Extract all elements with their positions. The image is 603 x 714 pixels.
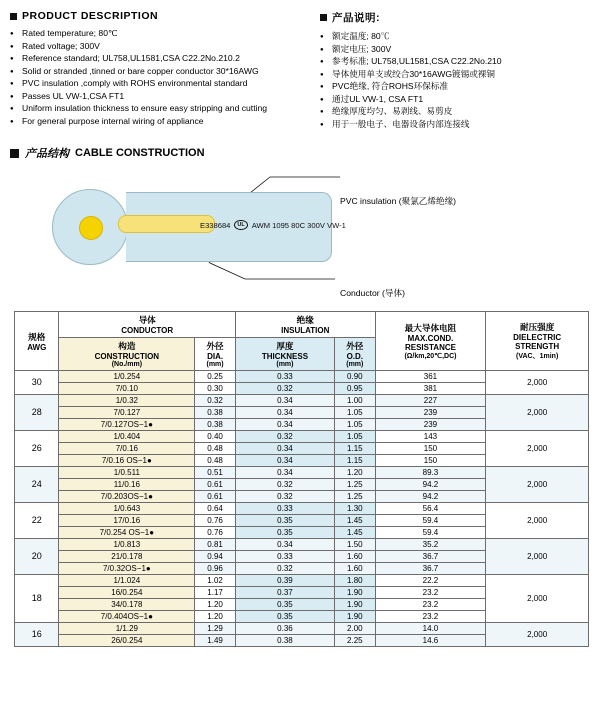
th-res-cn: 最大导体电阻: [404, 323, 457, 333]
cell-dia: 0.40: [195, 431, 236, 443]
cell-resistance: 89.3: [375, 467, 486, 479]
cell-od: 1.45: [334, 527, 375, 539]
th-dia-en: DIA.: [207, 352, 224, 361]
cell-awg: 20: [15, 539, 59, 575]
cell-thickness: 0.34: [235, 419, 334, 431]
print-mark-code: E338684: [200, 220, 231, 230]
cell-construction: 1/0.254: [59, 371, 195, 383]
cell-construction: 17/0.16: [59, 515, 195, 527]
cell-construction: 7/0.32OS−1●: [59, 563, 195, 575]
list-item: ● 额定温度; 80℃: [320, 31, 570, 43]
cell-construction: 1/0.404: [59, 431, 195, 443]
cell-od: 1.25: [334, 491, 375, 503]
cell-thickness: 0.32: [235, 563, 334, 575]
cell-dia: 0.25: [195, 371, 236, 383]
table-row: [15, 467, 589, 479]
cell-resistance: 150: [375, 443, 486, 455]
cell-awg: 28: [15, 395, 59, 431]
list-item: ● 绝缘厚度均匀、易剥线、易剪皮: [320, 106, 570, 118]
cell-dia: 0.61: [195, 491, 236, 503]
description-title-en: PRODUCT DESCRIPTION: [22, 10, 159, 22]
cell-resistance: 239: [375, 407, 486, 419]
cell-od: 1.80: [334, 575, 375, 587]
th-construction-cn: 构造: [118, 341, 136, 351]
cell-thickness: 0.34: [235, 455, 334, 467]
th-od-en: O.D.: [346, 352, 364, 361]
th-od-cn: 外径: [346, 341, 364, 351]
table-row: [15, 503, 589, 515]
cell-resistance: 361: [375, 371, 486, 383]
th-spec: [15, 312, 59, 371]
cell-thickness: 0.32: [235, 383, 334, 395]
cell-construction: 1/1.29: [59, 623, 195, 635]
list-item: ● Passes UL VW-1,CSA FT1: [10, 91, 310, 103]
th-thickness: [235, 338, 334, 371]
th-diel-unit: (VAC、1min): [516, 353, 559, 360]
cell-resistance: 14.6: [375, 635, 486, 647]
cell-awg: 22: [15, 503, 59, 539]
th-dia-unit: (mm): [206, 361, 224, 368]
cell-thickness: 0.34: [235, 395, 334, 407]
th-conductor-group: [59, 312, 235, 338]
th-resistance: [375, 312, 486, 371]
description-title-cn: 产品说明:: [332, 12, 380, 24]
th-insulation-cn: 绝缘: [296, 315, 314, 325]
th-thickness-en: THICKNESS: [261, 352, 309, 361]
cell-thickness: 0.32: [235, 479, 334, 491]
cell-resistance: 239: [375, 419, 486, 431]
bullet-square-icon: [320, 14, 327, 21]
cell-thickness: 0.35: [235, 527, 334, 539]
table-row: [15, 431, 589, 443]
cell-od: 1.25: [334, 479, 375, 491]
th-spec-cn: 规格: [28, 331, 46, 342]
cell-thickness: 0.35: [235, 611, 334, 623]
cell-dia: 1.20: [195, 611, 236, 623]
cell-construction: 1/0.32: [59, 395, 195, 407]
cable-cross-section: [52, 189, 128, 265]
conductor-label: Conductor (导体): [340, 288, 405, 298]
cell-dielectric: 2,000: [486, 395, 589, 431]
cell-dia: 0.76: [195, 515, 236, 527]
cell-thickness: 0.38: [235, 635, 334, 647]
table-row: [15, 371, 589, 383]
list-item: ● For general purpose internal wiring of appliance: [10, 116, 310, 128]
cell-dia: 0.38: [195, 419, 236, 431]
th-res-en1: MAX.COND.: [407, 334, 454, 343]
cell-dia: 0.81: [195, 539, 236, 551]
cell-od: 1.05: [334, 419, 375, 431]
table-row: [15, 539, 589, 551]
cell-thickness: 0.34: [235, 443, 334, 455]
list-item: ● Rated temperature; 80℃: [10, 28, 310, 40]
list-item: ● 参考标准; UL758,UL1581,CSA C22.2No.210: [320, 56, 570, 68]
cell-resistance: 150: [375, 455, 486, 467]
spec-table: [14, 311, 589, 647]
cell-awg: 18: [15, 575, 59, 623]
list-item: ● Reference standard; UL758,UL1581,CSA C22.2No.210.2: [10, 53, 310, 65]
description-title-cn-row: [320, 10, 570, 25]
th-insulation-en: INSULATION: [281, 326, 330, 335]
cell-construction: 7/0.203OS−1●: [59, 491, 195, 503]
list-item: ● 用于一般电子、电器设备内部连接线: [320, 119, 570, 131]
description-section: [0, 0, 603, 131]
th-diel-en1: DIELECTRIC: [513, 333, 562, 342]
list-item: ● Solid or stranded ,tinned or bare copper conductor 30*16AWG: [10, 66, 310, 78]
th-res-en2: RESISTANCE: [404, 343, 456, 352]
cell-thickness: 0.34: [235, 467, 334, 479]
cell-construction: 16/0.254: [59, 587, 195, 599]
cell-resistance: 59.4: [375, 527, 486, 539]
table-header-group-row: [15, 312, 589, 338]
cell-thickness: 0.32: [235, 491, 334, 503]
bullet-square-icon: [10, 149, 19, 158]
cell-od: 1.50: [334, 539, 375, 551]
cell-od: 1.90: [334, 587, 375, 599]
description-cn-list: [320, 31, 570, 130]
cell-od: 1.00: [334, 395, 375, 407]
list-item: ● 通过UL VW-1, CSA FT1: [320, 94, 570, 106]
cell-construction: 26/0.254: [59, 635, 195, 647]
th-conductor-en: CONDUCTOR: [121, 326, 174, 335]
cell-resistance: 23.2: [375, 611, 486, 623]
pvc-insulation-label: PVC insulation (聚氯乙烯绝缘): [340, 196, 457, 206]
construction-title-row: [0, 131, 603, 161]
cell-thickness: 0.34: [235, 407, 334, 419]
cell-dia: 0.64: [195, 503, 236, 515]
cell-od: 1.90: [334, 611, 375, 623]
cable-print-mark: [200, 220, 346, 230]
cell-construction: 7/0.127: [59, 407, 195, 419]
cell-thickness: 0.36: [235, 623, 334, 635]
bullet-square-icon: [10, 13, 17, 20]
cell-dielectric: 2,000: [486, 431, 589, 467]
cell-dielectric: 2,000: [486, 575, 589, 623]
table-row: [15, 395, 589, 407]
th-diel-en2: STRENGTH: [515, 342, 560, 351]
cell-construction: 1/0.511: [59, 467, 195, 479]
th-construction: [59, 338, 195, 371]
th-od-unit: (mm): [346, 361, 364, 368]
description-en-column: [10, 10, 310, 131]
cell-dia: 0.48: [195, 455, 236, 467]
list-item: ● 导体使用单支或绞合30*16AWG镀锡或裸铜: [320, 69, 570, 81]
cell-resistance: 56.4: [375, 503, 486, 515]
cell-dia: 1.17: [195, 587, 236, 599]
conductor-core: [79, 216, 103, 240]
list-item: ● Rated voltage; 300V: [10, 41, 310, 53]
cell-od: 2.25: [334, 635, 375, 647]
cell-construction: 7/0.404OS−1●: [59, 611, 195, 623]
cell-construction: 1/0.813: [59, 539, 195, 551]
cell-dia: 0.38: [195, 407, 236, 419]
cell-thickness: 0.37: [235, 587, 334, 599]
cell-dia: 0.30: [195, 383, 236, 395]
cell-od: 1.15: [334, 455, 375, 467]
cell-thickness: 0.32: [235, 431, 334, 443]
cell-dia: 0.48: [195, 443, 236, 455]
cell-od: 2.00: [334, 623, 375, 635]
cell-construction: 11/0.16: [59, 479, 195, 491]
cell-construction: 7/0.254 OS−1●: [59, 527, 195, 539]
th-dia: [195, 338, 236, 371]
cell-resistance: 227: [375, 395, 486, 407]
cell-od: 1.05: [334, 431, 375, 443]
cell-thickness: 0.35: [235, 515, 334, 527]
list-item: ● 额定电压; 300V: [320, 44, 570, 56]
cell-dia: 1.49: [195, 635, 236, 647]
cell-dia: 0.51: [195, 467, 236, 479]
ul-logo-icon: UL: [234, 220, 247, 230]
cell-thickness: 0.33: [235, 371, 334, 383]
cell-dia: 0.96: [195, 563, 236, 575]
cell-resistance: 14.0: [375, 623, 486, 635]
th-diel-cn: 耐压强度: [519, 322, 555, 332]
th-thickness-cn: 厚度: [276, 341, 294, 351]
cell-thickness: 0.39: [235, 575, 334, 587]
cell-od: 0.95: [334, 383, 375, 395]
th-thickness-unit: (mm): [276, 361, 294, 368]
cell-construction: 7/0.16 OS−1●: [59, 455, 195, 467]
description-en-list: [10, 28, 310, 127]
cell-dielectric: 2,000: [486, 503, 589, 539]
cell-thickness: 0.33: [235, 503, 334, 515]
cell-thickness: 0.34: [235, 539, 334, 551]
cell-dia: 0.61: [195, 479, 236, 491]
cell-od: 0.90: [334, 371, 375, 383]
cell-dielectric: 2,000: [486, 467, 589, 503]
cell-awg: 24: [15, 467, 59, 503]
cell-thickness: 0.33: [235, 551, 334, 563]
cell-od: 1.90: [334, 599, 375, 611]
cell-awg: 16: [15, 623, 59, 647]
cell-resistance: 23.2: [375, 599, 486, 611]
cell-resistance: 23.2: [375, 587, 486, 599]
cell-resistance: 94.2: [375, 491, 486, 503]
cell-construction: 7/0.127OS−1●: [59, 419, 195, 431]
description-title-en-row: [10, 10, 310, 22]
cell-dia: 0.94: [195, 551, 236, 563]
print-mark-text: AWM 1095 80C 300V VW-1: [251, 220, 346, 230]
th-construction-unit: (No./mm): [111, 361, 143, 368]
cell-od: 1.30: [334, 503, 375, 515]
cell-resistance: 59.4: [375, 515, 486, 527]
cell-dia: 0.32: [195, 395, 236, 407]
list-item: ● Uniform insulation thickness to ensure easy stripping and cutting: [10, 103, 310, 115]
table-row: [15, 575, 589, 587]
cell-dia: 1.20: [195, 599, 236, 611]
cell-resistance: 381: [375, 383, 486, 395]
list-item: ● PVC绝缘, 符合ROHS环保标准: [320, 81, 570, 93]
cell-od: 1.60: [334, 563, 375, 575]
th-spec-en: AWG: [27, 342, 47, 352]
cell-resistance: 143: [375, 431, 486, 443]
cell-construction: 21/0.178: [59, 551, 195, 563]
cell-construction: 34/0.178: [59, 599, 195, 611]
cell-resistance: 22.2: [375, 575, 486, 587]
cell-dielectric: 2,000: [486, 371, 589, 395]
th-dia-cn: 外径: [206, 341, 224, 351]
cell-od: 1.05: [334, 407, 375, 419]
cell-awg: 30: [15, 371, 59, 395]
cell-construction: 7/0.16: [59, 443, 195, 455]
cell-od: 1.20: [334, 467, 375, 479]
cell-construction: 1/0.643: [59, 503, 195, 515]
construction-title-en: CABLE CONSTRUCTION: [75, 147, 205, 159]
list-item: ● PVC insulation ,comply with ROHS environmental standard: [10, 78, 310, 90]
cell-dielectric: 2,000: [486, 623, 589, 647]
cell-construction: 1/1.024: [59, 575, 195, 587]
th-dielectric: [486, 312, 589, 371]
th-od: [334, 338, 375, 371]
cell-dielectric: 2,000: [486, 539, 589, 575]
cell-od: 1.45: [334, 515, 375, 527]
cell-awg: 26: [15, 431, 59, 467]
cell-resistance: 35.2: [375, 539, 486, 551]
th-insulation-group: [235, 312, 375, 338]
th-conductor-cn: 导体: [138, 315, 156, 325]
cell-resistance: 36.7: [375, 551, 486, 563]
cell-od: 1.60: [334, 551, 375, 563]
spec-table-body: [15, 371, 589, 647]
cell-od: 1.15: [334, 443, 375, 455]
cell-dia: 1.29: [195, 623, 236, 635]
th-construction-en: CONSTRUCTION: [94, 352, 160, 361]
cell-thickness: 0.35: [235, 599, 334, 611]
construction-title-cn: 产品结构: [25, 148, 69, 160]
cell-resistance: 94.2: [375, 479, 486, 491]
cell-dia: 0.76: [195, 527, 236, 539]
cable-diagram: [0, 165, 603, 305]
table-row: [15, 623, 589, 635]
cell-dia: 1.02: [195, 575, 236, 587]
th-res-unit: (Ω/km,20℃,DC): [404, 353, 457, 360]
description-cn-column: [320, 10, 570, 131]
cell-resistance: 36.7: [375, 563, 486, 575]
cell-construction: 7/0.10: [59, 383, 195, 395]
